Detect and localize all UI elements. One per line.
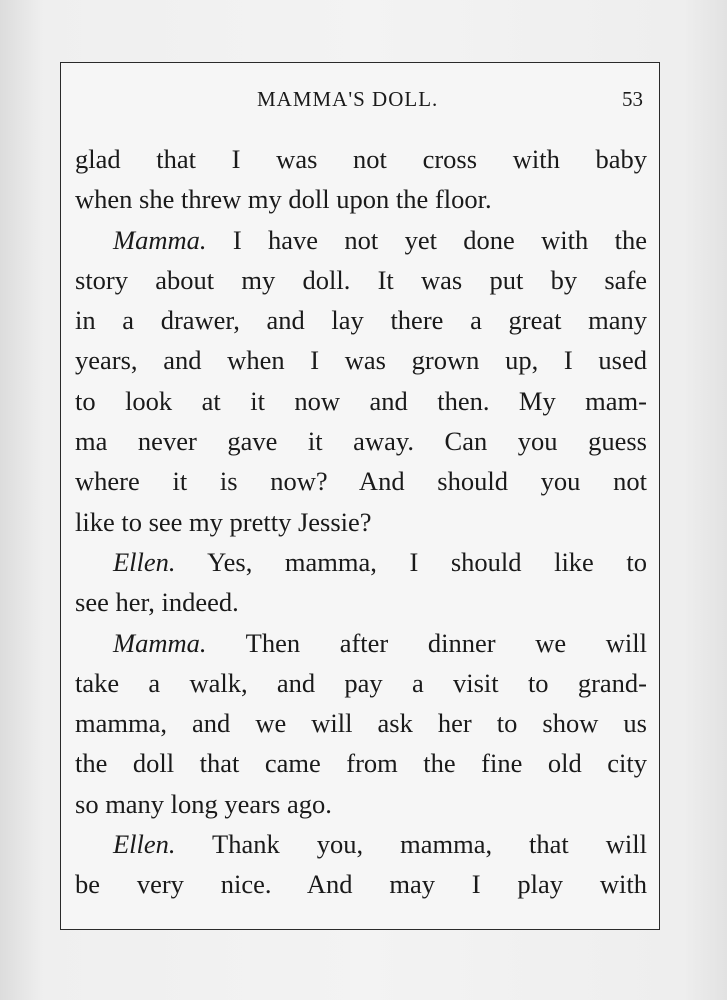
text-line	[75, 461, 647, 501]
text-line	[75, 703, 647, 743]
speaker-name: Ellen.	[113, 829, 176, 860]
line-text: where it is now? And should you not	[75, 466, 647, 497]
line-text: see her, indeed.	[75, 587, 239, 618]
line-text: take a walk, and pay a visit to grand-	[75, 667, 647, 698]
line-text: mamma, and we will ask her to show us	[75, 708, 647, 739]
line-text: in a drawer, and lay there a great many	[75, 305, 647, 336]
line-text: ma never gave it away. Can you guess	[75, 426, 647, 457]
running-head	[61, 87, 659, 117]
line-text: story about my doll. It was put by safe	[75, 264, 647, 295]
page-number: 53	[622, 87, 643, 111]
text-line	[75, 824, 647, 864]
text-line	[75, 260, 647, 300]
line-text: like to see my pretty Jessie?	[75, 506, 372, 537]
running-head-title: MAMMA'S DOLL.	[257, 87, 439, 111]
text-line	[75, 139, 647, 179]
text-line	[75, 623, 647, 663]
text-line	[75, 300, 647, 340]
line-text: so many long years ago.	[75, 788, 332, 819]
text-line	[75, 179, 647, 219]
line-text: Then after dinner we will	[206, 627, 647, 658]
text-line	[75, 381, 647, 421]
speaker-name: Mamma.	[113, 224, 207, 255]
line-text: to look at it now and then. My mam-	[75, 385, 647, 416]
text-line	[75, 502, 647, 542]
text-line	[75, 220, 647, 260]
text-line	[75, 743, 647, 783]
text-line	[75, 421, 647, 461]
page-frame	[60, 62, 660, 930]
line-text: when she threw my doll upon the floor.	[75, 184, 492, 215]
speaker-name: Mamma.	[113, 627, 207, 658]
line-text: glad that I was not cross with baby	[75, 144, 647, 174]
text-line	[75, 542, 647, 582]
text-line	[75, 864, 647, 904]
line-text: Thank you, mamma, that will	[175, 829, 647, 860]
line-text: Yes, mamma, I should like to	[175, 546, 647, 577]
text-line	[75, 340, 647, 380]
line-text: years, and when I was grown up, I used	[75, 345, 647, 376]
line-text: I have not yet done with the	[206, 224, 647, 255]
speaker-name: Ellen.	[113, 546, 176, 577]
line-text: the doll that came from the fine old city	[75, 748, 647, 779]
text-line	[75, 582, 647, 622]
line-text: be very nice. And may I play with	[75, 869, 647, 900]
text-line	[75, 784, 647, 824]
body-text	[75, 139, 647, 905]
text-line	[75, 663, 647, 703]
